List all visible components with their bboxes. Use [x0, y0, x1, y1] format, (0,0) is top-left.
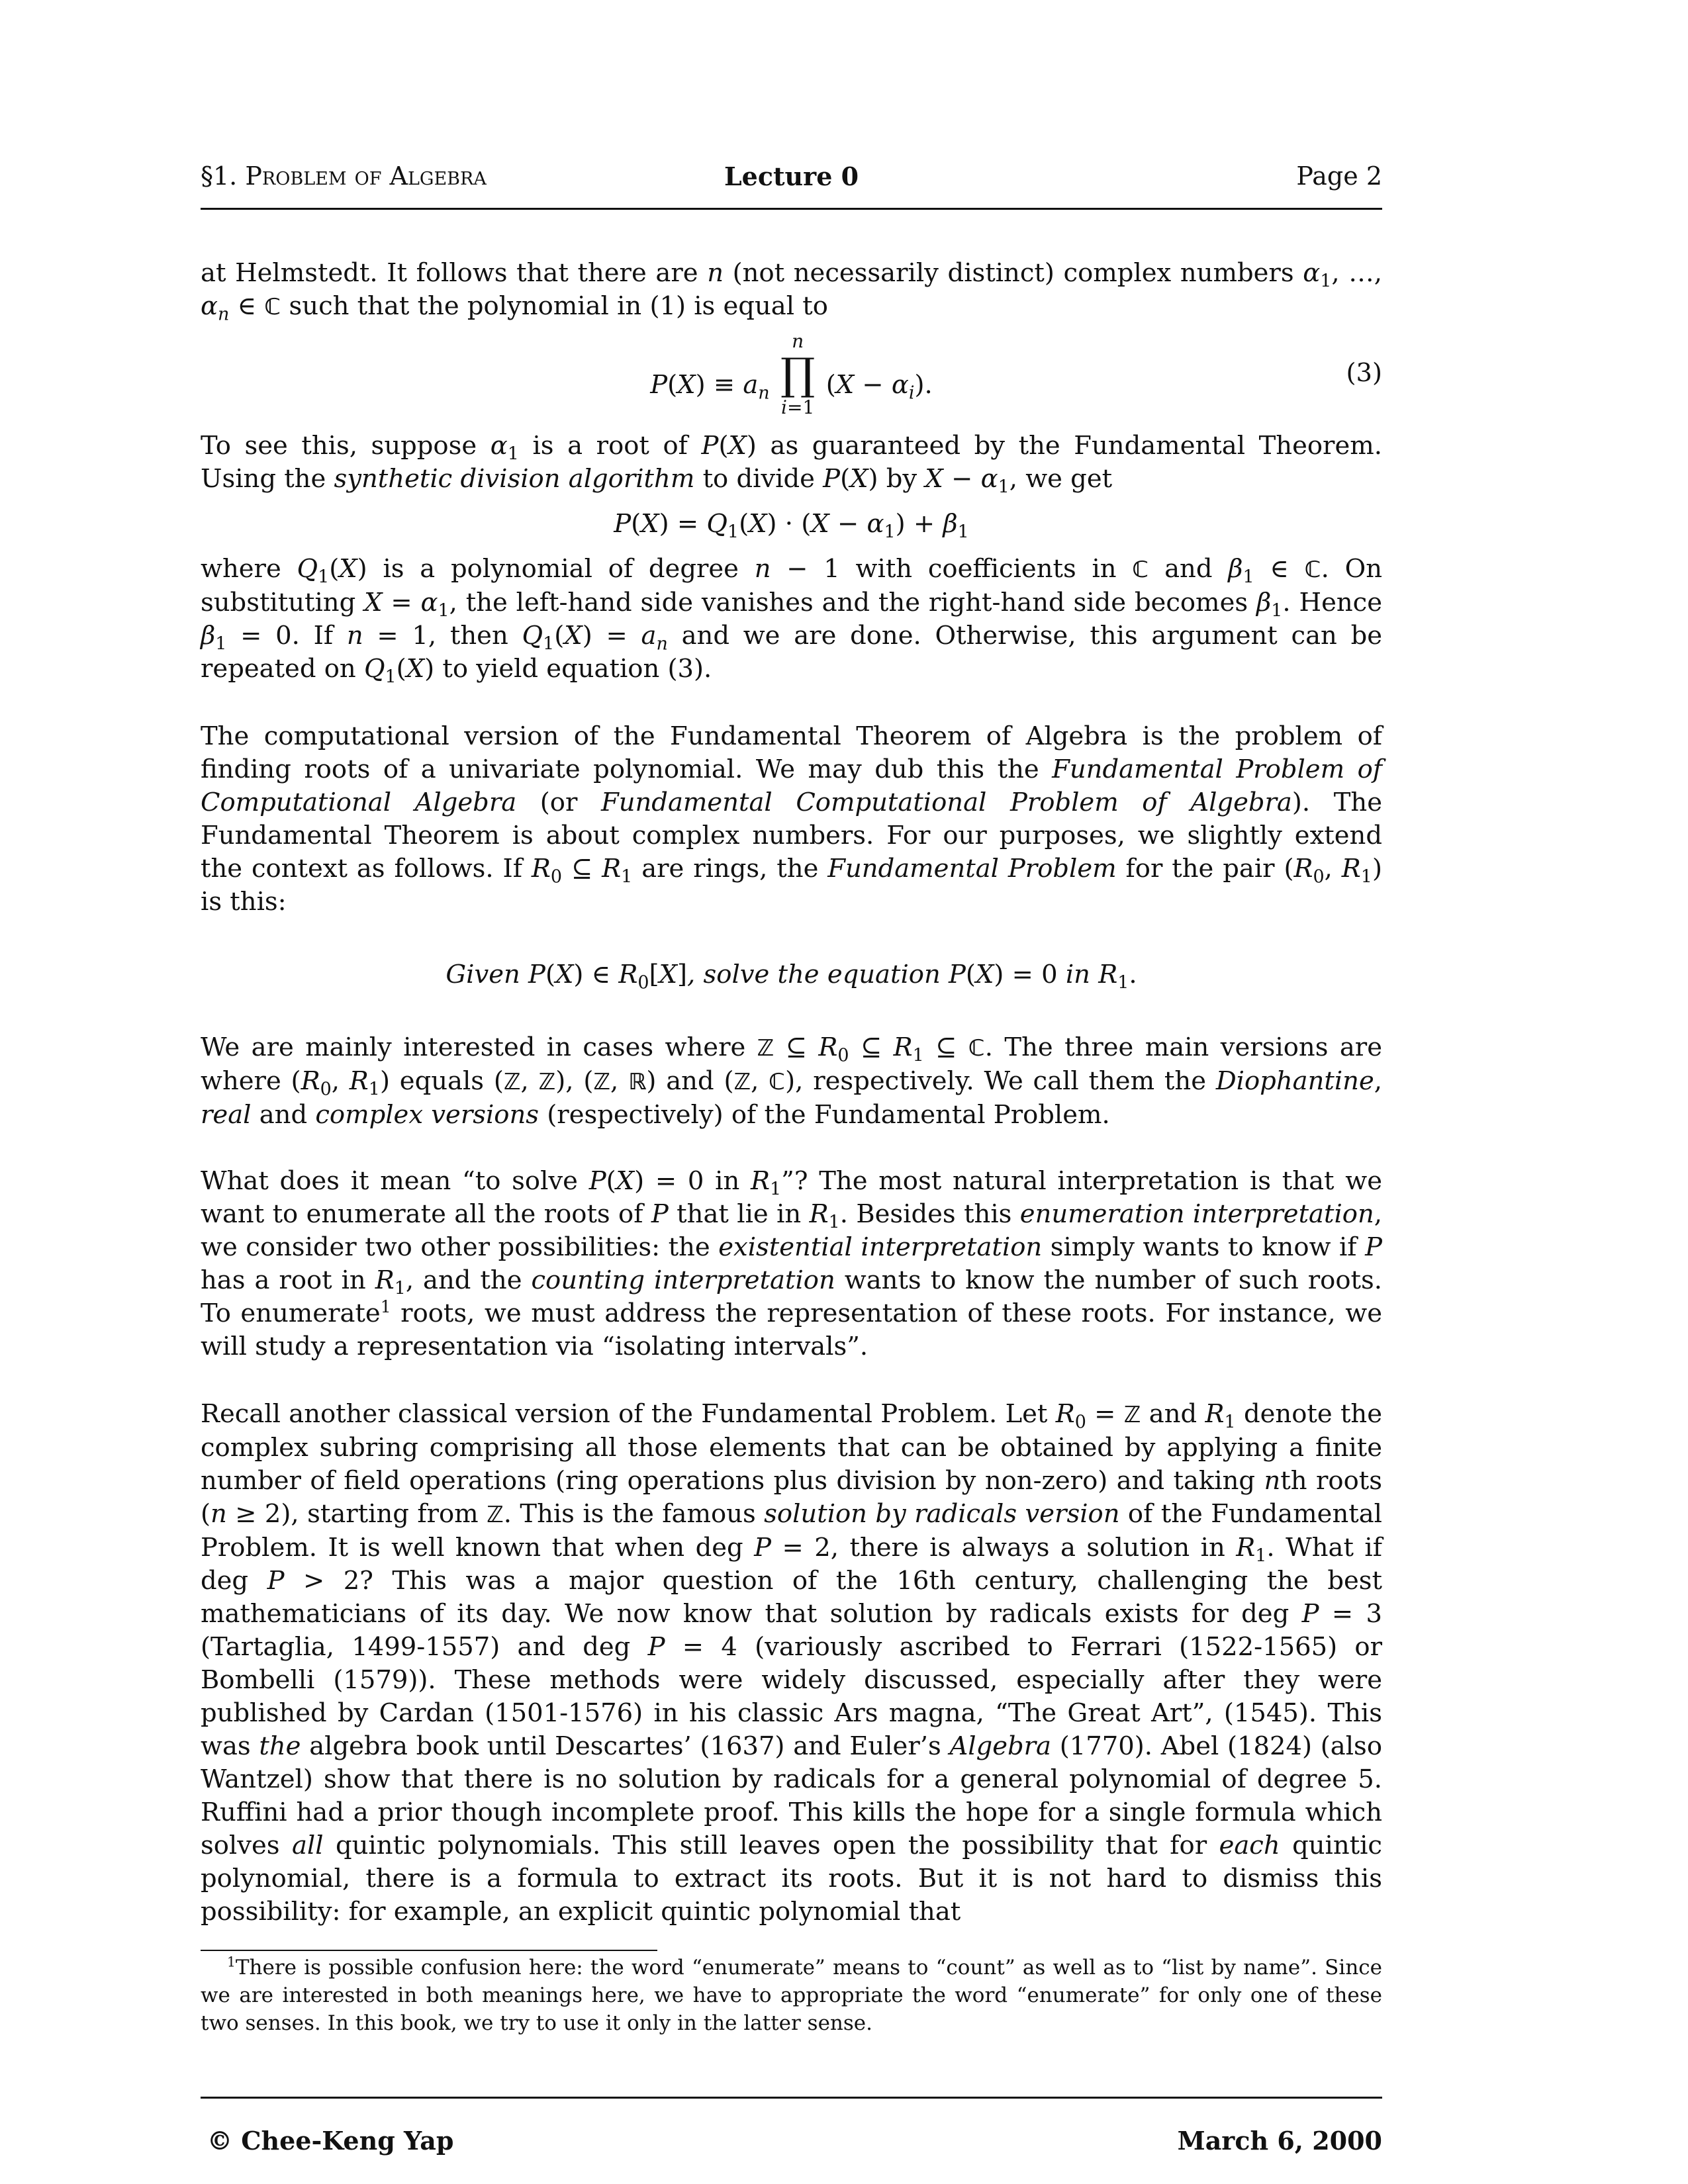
paragraph: To see this, suppose $\alpha_1$ is a root of P(X) as guaranteed by the Fundamental Theorem. Using the synthetic division algorithm to divide P(X) by $X - \alpha_1$, we get — [201, 431, 1382, 498]
section-title: §1. Problem of Algebra — [201, 161, 487, 191]
footnote-rule — [201, 1950, 657, 1951]
footnote-text: There is possible confusion here: the word “enumerate” means to “count” as well as to “list by name”. Since we are interested in both meanings here, we have to appropriate the word “enumerate” for only one of these two senses. In this book, we try to use it only in the latter sense. — [201, 1956, 1382, 2035]
page-number: Page 2 — [1296, 161, 1382, 191]
header-rule — [201, 208, 1382, 210]
paragraph: We are mainly interested in cases where ℤ ⊆ $R_0$ ⊆ $R_1$ ⊆ ℂ. The three main versions are where ($R_0$, $R_1$) equals (ℤ, ℤ), (ℤ, ℝ) and (ℤ, ℂ), respectively. We call them the Diophantine, real and complex versions (respectively) of the Fundamental Problem. — [201, 1032, 1382, 1130]
body-text — [201, 257, 1382, 1929]
footnote-marker: 1 — [227, 1954, 236, 1970]
equation-number: (3) — [1346, 358, 1382, 388]
paragraph: at Helmstedt. It follows that there are n (not necessarily distinct) complex numbers $\alpha_1$, …, $\alpha_n$ ∈ ℂ such that the polynomial in (1) is equal to — [201, 258, 1382, 325]
equation: $P(X) = Q_1(X) \cdot (X - \alpha_1) + \beta_1$ — [614, 509, 969, 543]
paragraph: where $Q_1(X)$ is a polynomial of degree n − 1 with coefficients in ℂ and $\beta_1$ ∈ ℂ. On substituting $X = \alpha_1$, the left-hand side vanishes and the right-hand side becomes $\beta_1$. Hence $\beta_1 = 0$. If n = 1, then $Q_1(X) = a_n$ and we are done. Otherwise, this argument can be repeated on $Q_1(X)$ to yield equation (3). — [201, 554, 1383, 688]
equation-3: $P(X) \equiv a_n$ n ∏ i=1 $(X - \alpha_i)$. (3) — [650, 330, 1382, 418]
footnote — [201, 1954, 1382, 2037]
paragraph: The computational version of the Fundamental Theorem of Algebra is the problem of finding roots of a univariate polynomial. We may dub this the Fundamental Problem of Computational Algebra (or Fundamental Computational Problem of Algebra). The Fundamental Theorem is about complex numbers. For our purposes, we slightly extend the context as follows. If $R_0$ ⊆ $R_1$ are rings, the Fundamental Problem for the pair ($R_0$, $R_1$) is this: — [201, 721, 1382, 917]
paragraph: What does it mean “to solve P(X) = 0 in $R_1$”? The most natural interpretation is that we want to enumerate all the roots of P that lie in $R_1$. Besides this enumeration interpretation, we consider two other possibilities: the existential interpretation simply wants to know if P has a root in $R_1$, and the counting interpretation wants to know the number of such roots. To enumerate$^1$ roots, we must address the representation of these roots. For instance, we will study a representation via “isolating intervals”. — [201, 1166, 1383, 1361]
paragraph: Recall another classical version of the Fundamental Problem. Let $R_0$ = ℤ and $R_1$ denote the complex subring comprising all those elements that can be obtained by applying a finite number of field operations (ring operations plus division by non-zero) and taking nth roots (n ≥ 2), starting from ℤ. This is the famous solution by radicals version of the Fundamental Problem. It is well known that when deg P = 2, there is always a solution in $R_1$. What if deg P > 2? This was a major question of the 16th century, challenging the best mathematicians of its day. We now know that solution by radicals exists for deg P = 3 (Tartaglia, 1499-1557) and deg P = 4 (variously ascribed to Ferrari (1522-1565) or Bombelli (1579)). These methods were widely discussed, especially after they were published by Cardan (1501-1576) in his classic Ars magna, “The Great Art”, (1545). This was the algebra book until Descartes’ (1637) and Euler’s Algebra (1770). Abel (1824) (also Wantzel) show that there is no solution by radicals for a general polynomial of degree 5. Ruffini had a prior though incomplete proof. This kills the hope for a single formula which solves all quintic polynomials. This still leaves open the possibility that for each quintic polynomial, there is a formula to extract its roots. But it is not hard to dismiss this possibility: for example, an explicit quintic polynomial that — [201, 1399, 1383, 1927]
copyright: © Chee-Keng Yap — [207, 2126, 454, 2156]
page — [201, 0, 1382, 2184]
page-header — [201, 161, 1382, 195]
footer-rule — [201, 2097, 1382, 2099]
lecture-title: Lecture 0 — [724, 161, 859, 191]
problem-statement: Given P(X) ∈ $R_0[X]$, solve the equation P(X) = 0 in $R_1$. — [445, 960, 1137, 993]
date: March 6, 2000 — [1177, 2126, 1382, 2156]
